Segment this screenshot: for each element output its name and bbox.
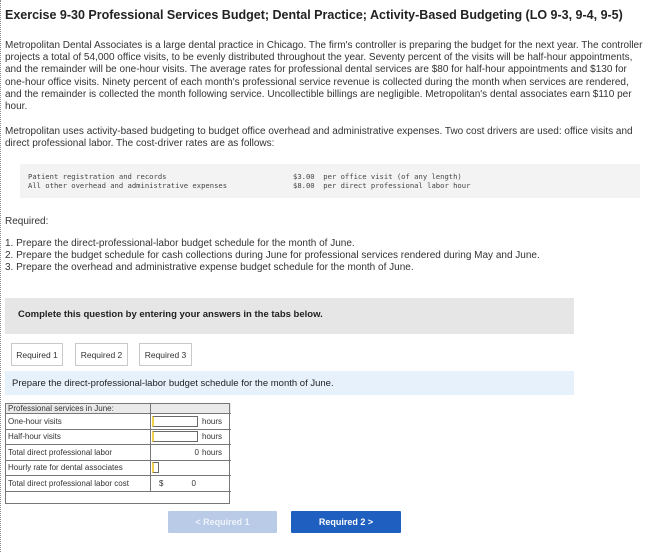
table-header-label: Professional services in June: bbox=[5, 403, 151, 414]
requirements-list bbox=[5, 238, 540, 275]
tab-required-3[interactable]: Required 3 bbox=[139, 343, 192, 366]
abb-paragraph: Metropolitan uses activity-based budgeting to budget office overhead and administrative expenses. Two cost drivers are used: office visits and direct professional labor. The cost-driver rates are as follows: bbox=[5, 126, 633, 150]
table-row bbox=[5, 414, 231, 430]
page-left-border bbox=[0, 0, 1, 552]
requirement-item: 2. Prepare the budget schedule for cash collections during June for professional services rendered during May and June. bbox=[5, 250, 540, 262]
row-label: Total direct professional labor bbox=[5, 445, 151, 461]
unit-label: hours bbox=[199, 414, 231, 430]
cost-driver-rate: $8.00 per direct professional labor hour bbox=[293, 181, 471, 190]
table-row bbox=[5, 429, 231, 445]
required-heading: Required: bbox=[5, 216, 49, 227]
row-label: Total direct professional labor cost bbox=[5, 476, 151, 492]
cost-driver-box bbox=[20, 164, 640, 198]
table-row bbox=[5, 460, 231, 476]
next-required-button[interactable]: Required 2 > bbox=[291, 511, 401, 533]
task-banner bbox=[5, 371, 574, 395]
row-label: One-hour visits bbox=[5, 414, 151, 430]
table-row bbox=[5, 476, 231, 492]
cost-driver-name: All other overhead and administrative expenses bbox=[28, 181, 228, 190]
total-labor-cost-value: 0 bbox=[191, 478, 196, 488]
task-text: Prepare the direct-professional-labor budget schedule for the month of June. bbox=[12, 378, 334, 389]
exercise-title: Exercise 9-30 Professional Services Budget; Dental Practice; Activity-Based Budgeting (LO 9-3, 9-4, 9-5) bbox=[5, 8, 623, 22]
prev-required-button[interactable]: < Required 1 bbox=[168, 511, 277, 533]
cost-driver-rate: $3.00 per office visit (of any length) bbox=[293, 172, 462, 181]
total-labor-value: 0 bbox=[151, 445, 200, 461]
row-label: Half-hour visits bbox=[5, 429, 151, 445]
half-hour-visits-input[interactable] bbox=[152, 431, 198, 442]
requirement-item: 3. Prepare the overhead and administrative expense budget schedule for the month of June. bbox=[5, 262, 414, 274]
tab-required-2[interactable]: Required 2 bbox=[75, 343, 128, 366]
unit-label: hours bbox=[199, 445, 231, 461]
labor-budget-table bbox=[5, 403, 231, 492]
one-hour-visits-input[interactable] bbox=[152, 416, 198, 427]
requirement-item: 1. Prepare the direct-professional-labor budget schedule for the month of June. bbox=[5, 238, 355, 249]
instructions-banner bbox=[5, 298, 574, 334]
row-label: Hourly rate for dental associates bbox=[5, 460, 151, 476]
tab-required-1[interactable]: Required 1 bbox=[11, 343, 63, 366]
table-row bbox=[5, 445, 231, 461]
unit-label: hours bbox=[199, 429, 231, 445]
table-header-row bbox=[5, 403, 231, 414]
cost-driver-name: Patient registration and records bbox=[28, 172, 167, 181]
instructions-text: Complete this question by entering your answers in the tabs below. bbox=[18, 309, 323, 320]
hourly-rate-input[interactable] bbox=[152, 462, 159, 473]
currency-symbol: $ bbox=[159, 478, 164, 488]
intro-paragraph: Metropolitan Dental Associates is a large dental practice in Chicago. The firm's controller is preparing the budget for the next year. The controller projects a total of 54,000 office visits, to be evenly distributed throughout the year. Seventy percent of the visits will be half-hour appointments, and the remainder will be one-hour visits. The average rates for professional dental services are $80 for half-hour appointments and $130 for one-hour office visits. Ninety percent of each month's professional service revenue is collected during the month when services are rendered, and the remainder is collected the month following service. Uncollectible billings are negligible. Metropolitan's dental associates earn $110 per hour. bbox=[5, 40, 643, 113]
